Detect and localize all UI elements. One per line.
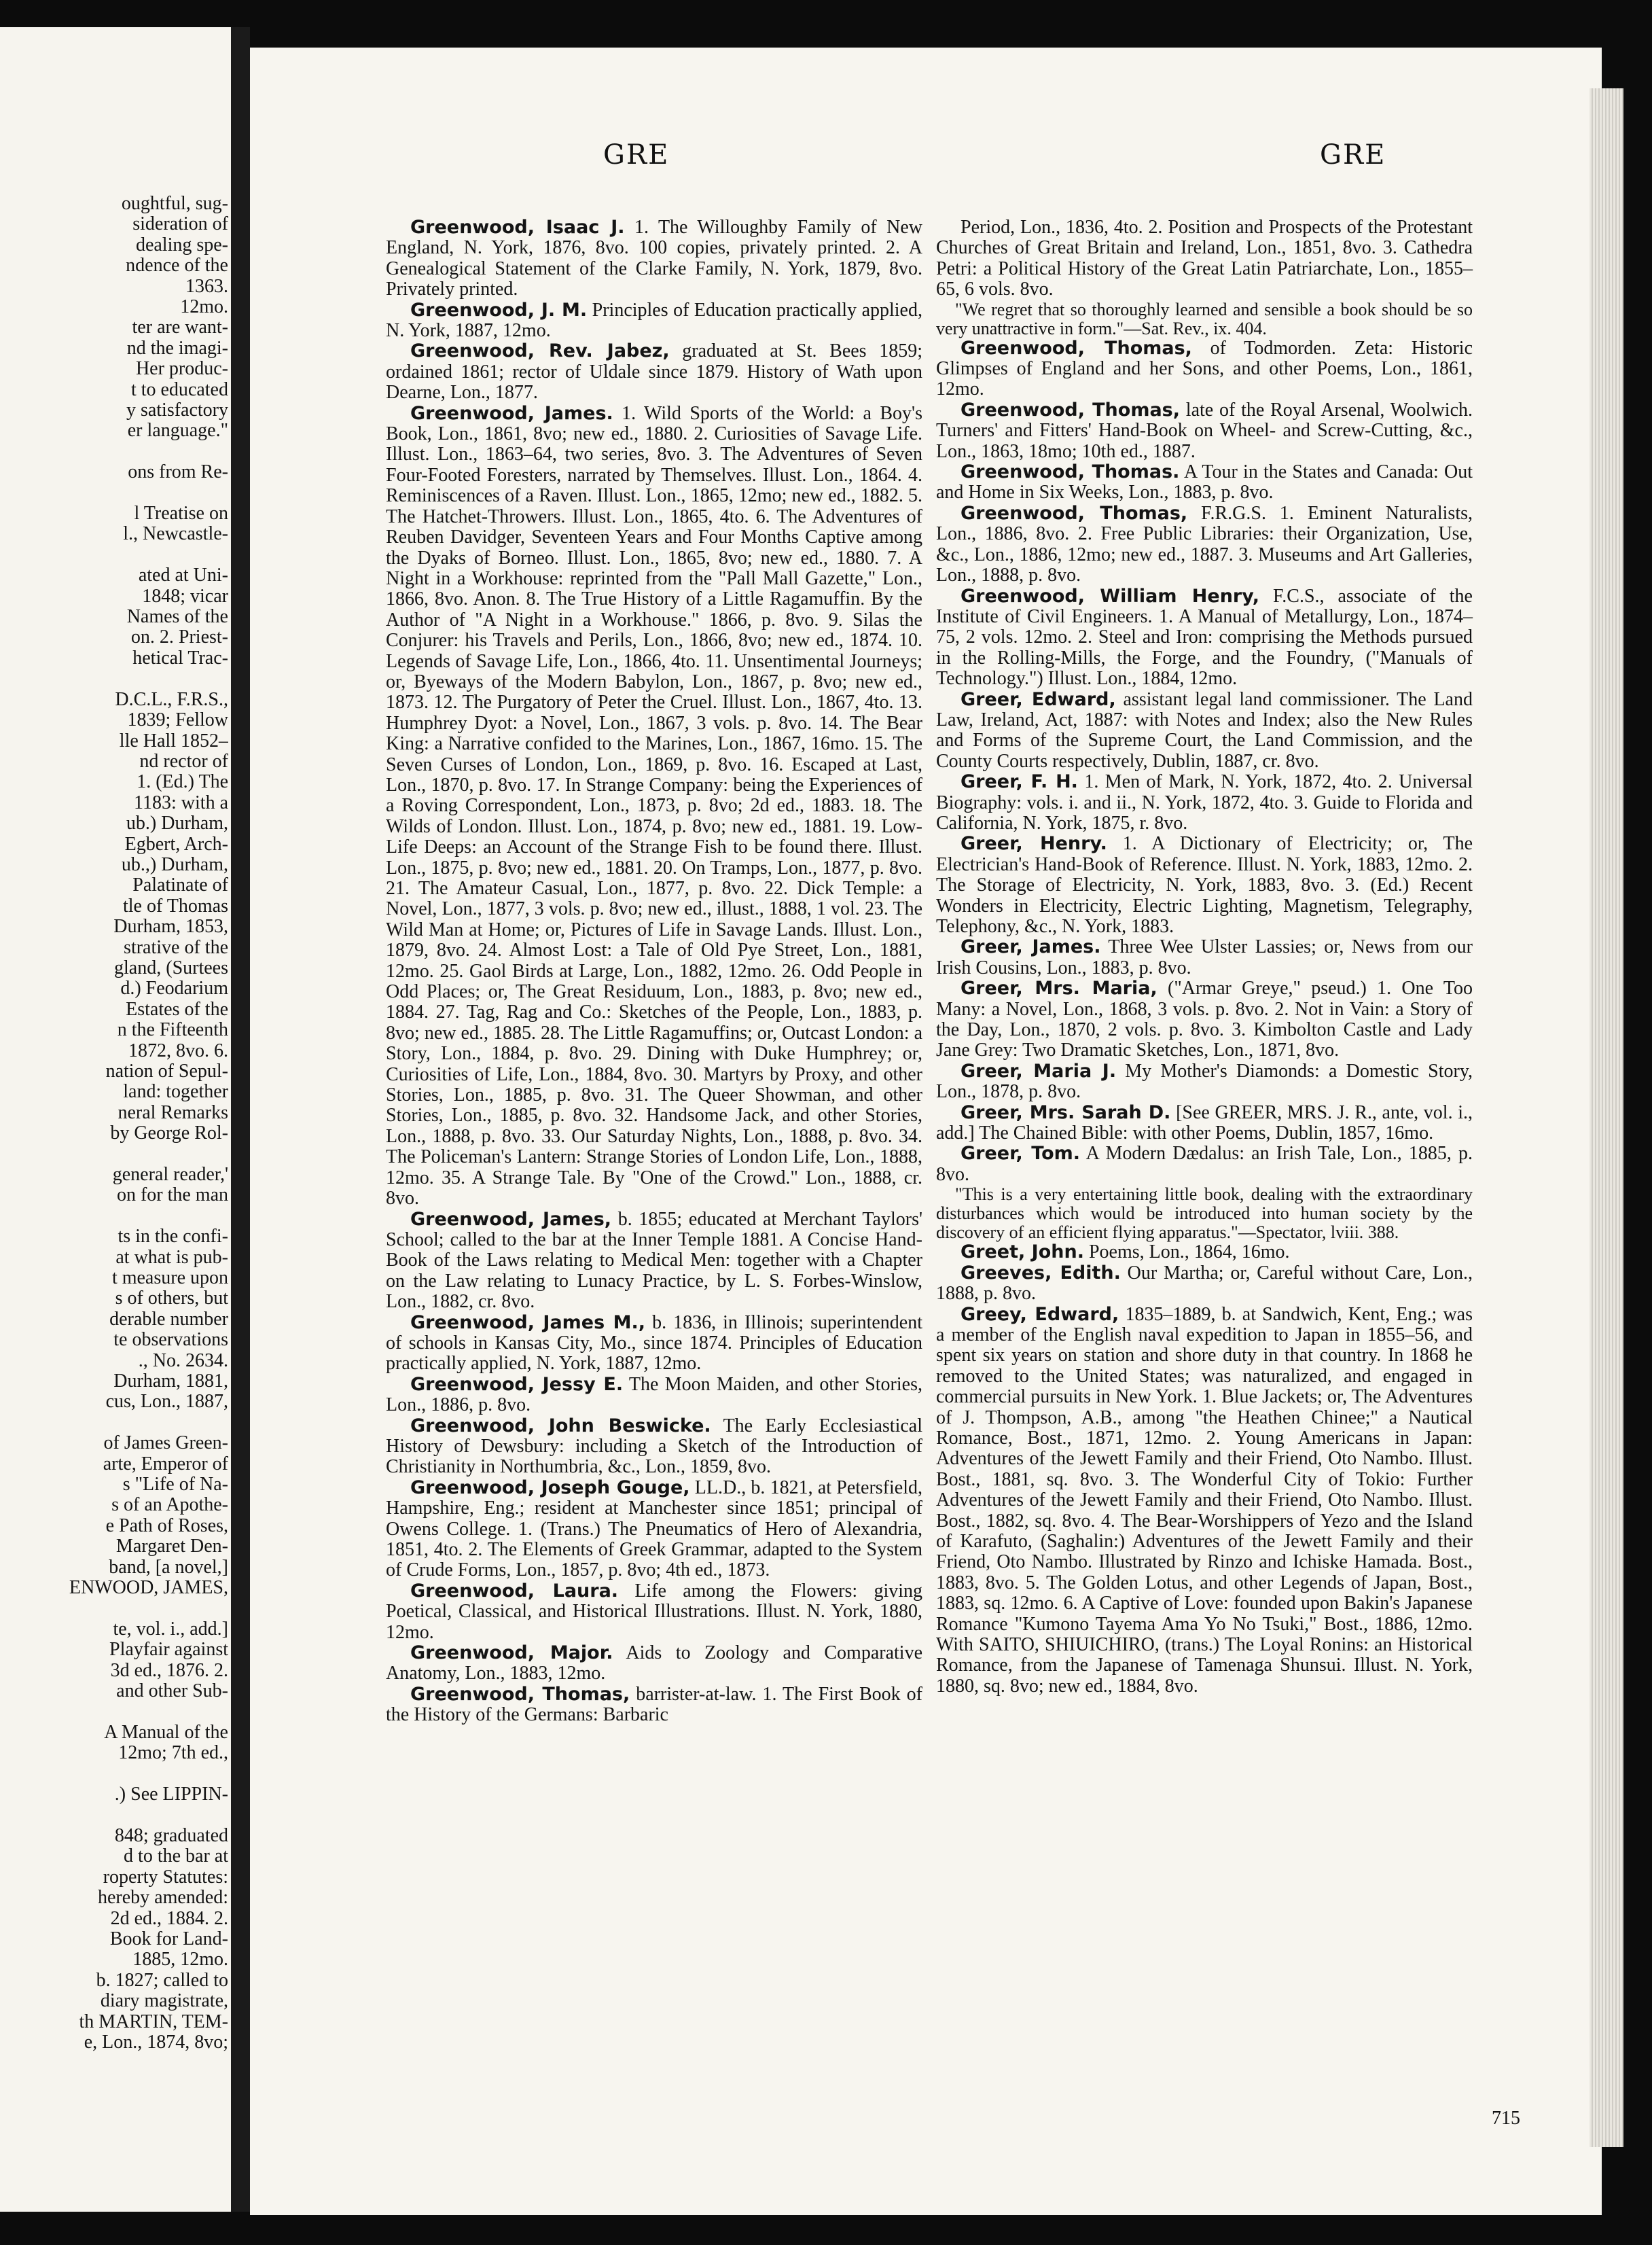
previous-page-line: on for the man (116, 1185, 228, 1206)
previous-page-line: ndence of the (126, 255, 228, 277)
previous-page-text-fragments (0, 194, 228, 2053)
bibliography-entry (936, 1242, 1473, 1262)
entry-author: Greenwood, Laura. (410, 1580, 619, 1602)
previous-page-line: Egbert, Arch- (124, 834, 228, 855)
previous-page-line: derable number (109, 1309, 228, 1330)
previous-page-line: Palatinate of (132, 875, 228, 896)
previous-page-line (0, 1144, 228, 1165)
previous-page-line: e Path of Roses, (105, 1515, 228, 1536)
previous-page-line: d to the bar at (124, 1846, 228, 1867)
left-column (386, 217, 922, 1726)
right-column (936, 217, 1473, 1697)
entry-text: of Todmorden. Zeta: Historic Glimpses of England and her Sons, and other Poems, Lon., 1861, 12mo. (936, 337, 1473, 400)
previous-page-line: oughtful, sug- (121, 194, 228, 214)
previous-page-line: hereby amended: (97, 1888, 228, 1909)
entry-text: F.R.G.S. 1. Eminent Naturalists, Lon., 1886, 8vo. 2. Free Public Libraries: their Organization, Use, &c., Lon., 1886, 12mo; new ed., 1887. 3. Museums and Art Galleries, Lon., 1888, p. 8vo. (936, 502, 1473, 586)
bibliography-entry (386, 1416, 922, 1478)
previous-page-line: ub.) Durham, (126, 813, 228, 834)
entry-text: Three Wee Ulster Lassies; or, News from our Irish Cousins, Lon., 1883, p. 8vo. (936, 936, 1473, 978)
previous-page-line: Names of the (126, 607, 228, 628)
entry-text: "This is a very entertaining little book, dealing with the extraordinary disturbances which would be introduced into human society by the discovery of an efficient flying apparatus."—Spectator, lviii. 388. (936, 1184, 1473, 1243)
bibliography-entry (386, 1478, 922, 1581)
previous-page-line: Playfair against (109, 1640, 228, 1661)
entry-text: The Early Ecclesiastical History of Dewsbury: including a Sketch of the Introduction of Christianity in Northumbria, &c., Lon., 1859, 8vo. (386, 1415, 922, 1478)
bibliography-entry (936, 978, 1473, 1061)
entry-author: Greer, F. H. (960, 771, 1078, 793)
review-quote (936, 1185, 1473, 1242)
entry-text: 1. The Willoughby Family of New England, N. York, 1876, 8vo. 100 copies, privately printed. 2. A Genealogical Statement of the Clarke Family, N. York, 1879, 8vo. Privately printed. (386, 217, 922, 300)
entry-text: 1. Men of Mark, N. York, 1872, 4to. 2. Universal Biography: vols. i. and ii., N. York, 1872, 4to. 3. Guide to Florida and California, N. York, 1875, r. 8vo. (936, 771, 1473, 834)
previous-page-line: at what is pub- (115, 1247, 228, 1268)
previous-page-line: nd rector of (139, 751, 228, 772)
previous-page-line: gland, (Surtees (114, 957, 228, 978)
entry-author: Greer, Henry. (960, 833, 1107, 855)
entry-author: Greer, Tom. (960, 1143, 1081, 1165)
previous-page-line: 1848; vicar (142, 586, 228, 607)
bibliography-entry (386, 300, 922, 342)
bibliography-entry (936, 338, 1473, 400)
entry-author: Greenwood, Thomas, (960, 502, 1188, 524)
previous-page-line: b. 1827; called to (96, 1970, 228, 1991)
page (250, 48, 1602, 2215)
previous-page-line: n the Fifteenth (117, 1020, 228, 1041)
entry-text: "We regret that so thoroughly learned and sensible a book should be so very unattractive in form."—Sat. Rev., ix. 404. (936, 299, 1473, 338)
previous-page-line: e, Lon., 1874, 8vo; (84, 2032, 228, 2053)
previous-page-line: by George Rol- (110, 1123, 228, 1144)
previous-page-line: land: together (123, 1082, 228, 1103)
entry-author: Greenwood, Thomas, (960, 337, 1192, 359)
entry-author: Greet, John. (960, 1241, 1084, 1263)
entry-author: Greenwood, John Beswicke. (410, 1415, 711, 1436)
entry-text: My Mother's Diamonds: a Domestic Story, Lon., 1878, p. 8vo. (936, 1060, 1473, 1103)
running-head-right: GRE (1320, 139, 1386, 171)
bibliography-entry (386, 1375, 922, 1416)
previous-page-line (0, 1805, 228, 1826)
previous-page-line: 1363. (185, 276, 228, 297)
previous-page-line: nation of Sepul- (105, 1061, 228, 1082)
entry-text: 1. A Dictionary of Electricity; or, The Electrician's Hand-Book of Reference. Illust. N. York, 1883, 12mo. 2. The Storage of Electricity, N. York, 1883, 8vo. 3. (Ed.) Recent Wonders in Electricity, Electric Lighting, Magnetism, Telegraphy, Telephony, &c., N. York, 1883. (936, 833, 1473, 937)
page-number: 715 (1492, 2108, 1520, 2129)
running-head-left: GRE (603, 139, 670, 171)
entry-text: [See GREER, MRS. J. R., ante, vol. i., add.] The Chained Bible: with other Poems, Dublin, 1857, 16mo. (936, 1101, 1473, 1144)
previous-page-line: Estates of the (126, 999, 228, 1020)
previous-page-line: lle Hall 1852– (119, 730, 228, 752)
bibliography-entry (386, 404, 922, 1209)
entry-text: b. 1855; educated at Merchant Taylors' School; called to the bar at the Inner Temple 1881. A Concise Hand-Book of the Laws relating to Medical Men: together with a Chapter on the Law relating to Lunacy Practice, by L. S. Forbes-Winslow, Lon., 1882, cr. 8vo. (386, 1208, 923, 1313)
bibliography-entry (936, 937, 1473, 978)
previous-page-line: ub.,) Durham, (121, 854, 228, 875)
previous-page-line: of James Green- (103, 1433, 228, 1454)
previous-page-line: Durham, 1853, (113, 917, 228, 938)
previous-page-line: Her produc- (135, 359, 228, 380)
previous-page-line (0, 483, 228, 503)
previous-page-line: strative of the (124, 937, 228, 958)
entry-text: A Tour in the States and Canada: Out and Home in Six Weeks, Lon., 1883, p. 8vo. (936, 461, 1473, 503)
previous-page-line: sideration of (132, 214, 228, 235)
previous-page-line: th MARTIN, TEM- (79, 2011, 228, 2032)
previous-page-line: .) See LIPPIN- (114, 1784, 228, 1805)
previous-page-line: Durham, 1881, (113, 1371, 228, 1392)
entry-author: Greer, Mrs. Sarah D. (960, 1101, 1171, 1123)
previous-page-line (0, 669, 228, 689)
bibliography-entry (386, 1313, 922, 1375)
previous-page-line: general reader,' (112, 1165, 228, 1186)
bibliography-entry (386, 1209, 922, 1313)
bibliography-entry (386, 341, 922, 403)
entry-author: Greer, Mrs. Maria, (960, 978, 1157, 1000)
previous-page-line: D.C.L., F.R.S., (115, 689, 228, 710)
entry-text: Our Martha; or, Careful without Care, Lon., 1888, p. 8vo. (936, 1262, 1473, 1305)
previous-page-line: tle of Thomas (122, 896, 228, 917)
previous-page-line: 3d ed., 1876. 2. (110, 1660, 228, 1681)
entry-author: Greenwood, Thomas, (410, 1683, 630, 1705)
stacked-page-edges (1590, 88, 1623, 2147)
entry-text: graduated at St. Bees 1859; ordained 1861; rector of Uldale since 1879. History of Wath upon Dearne, Lon., 1877. (386, 340, 922, 404)
previous-page-line: 1839; Fellow (127, 710, 228, 731)
previous-page-line: cus, Lon., 1887, (105, 1392, 228, 1413)
bibliography-entry (936, 1305, 1473, 1697)
previous-page-line: ated at Uni- (138, 565, 228, 586)
entry-author: Greenwood, Thomas. (960, 461, 1180, 483)
entry-author: Greenwood, Thomas, (960, 399, 1181, 421)
previous-page-line (0, 545, 228, 565)
previous-page-line: arte, Emperor of (103, 1453, 228, 1474)
entry-text: assistant legal land commissioner. The Land Law, Ireland, Act, 1887: with Notes and Index; also the New Rules and Forms of the Supreme Court, the Land Commission, and the County Courts respectively, Dublin, 1887, cr. 8vo. (936, 688, 1473, 772)
previous-page-line (0, 442, 228, 462)
bibliography-entry (936, 834, 1473, 937)
previous-page-line (0, 1413, 228, 1433)
previous-page-line: 1872, 8vo. 6. (128, 1040, 228, 1061)
entry-author: Greenwood, James. (410, 402, 613, 424)
previous-page-line: 1183: with a (134, 792, 228, 813)
previous-page-line: ter are want- (132, 317, 228, 338)
previous-page-line: te observations (113, 1330, 228, 1351)
entry-author: Greenwood, James M., (410, 1311, 646, 1333)
entry-text: Life among the Flowers: giving Poetical, Classical, and Historical Illustrations. Illust. N. York, 1880, 12mo. (386, 1580, 922, 1643)
entry-text: late of the Royal Arsenal, Woolwich. Turners' and Fitters' Hand-Book on Wheel- and Screw-Cutting, &c., Lon., 1863, 18mo; 10th ed., 1887. (936, 399, 1473, 462)
previous-page-line: A Manual of the (104, 1722, 228, 1743)
entry-text: A Modern Dædalus: an Irish Tale, Lon., 1885, p. 8vo. (936, 1143, 1473, 1185)
previous-page-line: roperty Statutes: (103, 1867, 228, 1888)
previous-page-line: ts in the confi- (118, 1226, 228, 1248)
previous-page-line: neral Remarks (118, 1102, 228, 1123)
bibliography-entry (936, 1144, 1473, 1185)
previous-page-line (0, 1764, 228, 1784)
entry-text: ("Armar Greye," pseud.) 1. One Too Many: a Novel, Lon., 1868, 3 vols. p. 8vo. 2. Not in Vain: a Story of the Day, Lon., 1870, 2 vols. p. 8vo. 3. Kimbolton Castle and Lady Jane Grey: Two Dramatic Sketches, Lon., 1871, 8vo. (936, 978, 1473, 1061)
previous-page-line: ., No. 2634. (138, 1350, 228, 1371)
entry-text: Poems, Lon., 1864, 16mo. (1083, 1241, 1290, 1263)
previous-page-line (0, 1702, 228, 1722)
bibliography-entry (936, 1061, 1473, 1103)
book-gutter (235, 27, 250, 2212)
entry-author: Greenwood, J. M. (410, 299, 588, 321)
previous-page-line: Margaret Den- (115, 1536, 228, 1557)
entry-text: The Moon Maiden, and other Stories, Lon., 1886, p. 8vo. (386, 1373, 922, 1416)
previous-page-line: on. 2. Priest- (130, 627, 228, 648)
previous-page-line: diary magistrate, (100, 1991, 228, 2012)
bibliography-entry (936, 772, 1473, 834)
bibliography-entry (936, 462, 1473, 503)
entry-author: Greer, James. (960, 936, 1101, 958)
previous-page-line: dealing spe- (135, 234, 228, 255)
bibliography-entry (936, 503, 1473, 586)
bibliography-entry (936, 1103, 1473, 1144)
previous-page-line: 12mo. (180, 297, 228, 318)
entry-author: Greer, Edward, (960, 688, 1116, 710)
entry-text: 1835–1889, b. at Sandwich, Kent, Eng.; was a member of the English naval expedition to Japan in 1855–56, and spent six years on station and shore duty in that country. In 1868 he removed to the United States; was naturalized, and engaged in commercial pursuits in New York. 1. Blue Jackets; or, The Adventures of J. Thompson, A.B., among "the Heathen Chinee;" a Nautical Romance, Bost., 1871, 12mo. 2. Young Americans in Japan: Adventures of the Jewett Family and their Friend, Oto Nambo. Illust. Bost., 1881, sq. 8vo. 3. The Wonderful City of Tokio: Further Adventures of the Jewett Family and their Friend, Oto Nambo. Illust. Bost., 1882, sq. 8vo. 4. The Bear-Worshippers of Yezo and the Island of Karafuto, (Saghalin:) Adventures of the Jewett Family and their Friend, Oto Nambo. Illustrated by Rinzo and Ichiske Hamada. Bost., 1883, 8vo. 5. The Golden Lotus, and other Legends of Japan, Bost., 1883, sq. 12mo. 6. A Captive of Love: founded upon Bakin's Japanese Romance "Kumono Tayema Ama Yo No Tsuki," Bost., 1886, 12mo. With SAITO, SHIUICHIRO, (trans.) The Loyal Ronins: an Historical Romance, from the Japanese of Tamenaga Shunsui. Illust. N. York, 1880, sq. 8vo; new ed., 1884, 8vo. (936, 1303, 1473, 1697)
previous-page-line: hetical Trac- (132, 648, 228, 669)
entry-author: Greenwood, Major. (410, 1642, 613, 1664)
previous-page-line: t to educated (130, 379, 228, 400)
bibliography-entry (386, 1581, 922, 1643)
previous-page-line: 1. (Ed.) The (137, 772, 228, 793)
entry-author: Greer, Maria J. (960, 1060, 1117, 1082)
previous-page-line: Book for Land- (109, 1928, 228, 1949)
previous-page-line: ENWOOD, JAMES, (69, 1578, 228, 1599)
previous-page-line: 2d ed., 1884. 2. (110, 1908, 228, 1929)
entry-text: LL.D., b. 1821, at Petersfield, Hampshire, Eng.; resident at Manchester since 1851; principal of Owens College. 1. (Trans.) The Pneumatics of Hero of Alexandria, 1851, 4to. 2. The Elements of Greek Grammar, adapted to the System of Crude Forms, Lon., 1857, p. 8vo; 4th ed., 1873. (386, 1477, 923, 1581)
bibliography-entry (936, 690, 1473, 773)
entry-author: Greenwood, Rev. Jabez, (410, 340, 670, 362)
entry-text: Principles of Education practically applied, N. York, 1887, 12mo. (386, 299, 922, 342)
entry-author: Greenwood, Jessy E. (410, 1373, 624, 1395)
previous-page-line: l Treatise on (134, 503, 228, 525)
previous-page-line: t measure upon (111, 1268, 228, 1289)
entry-text: barrister-at-law. 1. The First Book of the History of the Germans: Barbaric (386, 1683, 922, 1726)
previous-page-line: band, [a novel,] (109, 1557, 228, 1578)
previous-page-line: 1885, 12mo. (132, 1949, 228, 1970)
entry-author: Greeves, Edith. (960, 1262, 1121, 1284)
entry-text: b. 1836, in Illinois; superintendent of schools in Kansas City, Mo., since 1874. Principles of Education practically applied, N. York, 1887, 12mo. (386, 1311, 922, 1375)
bibliography-entry (386, 1684, 922, 1726)
previous-page-line (0, 1599, 228, 1619)
previous-page-line: er language." (127, 421, 228, 442)
previous-page-line: s of others, but (115, 1288, 228, 1309)
bibliography-entry (936, 1263, 1473, 1305)
entry-text: Aids to Zoology and Comparative Anatomy, Lon., 1883, 12mo. (386, 1642, 923, 1684)
entry-author: Greenwood, Joseph Gouge, (410, 1477, 690, 1498)
previous-page-line: nd the imagi- (126, 338, 228, 359)
bibliography-entry (386, 1643, 922, 1684)
entry-text: Period, Lon., 1836, 4to. 2. Position and Prospects of the Protestant Churches of Great Britain and Ireland, Lon., 1851, 8vo. 3. Cathedra Petri: a Political History of the Great Latin Patriarchate, Lon., 1855–65, 6 vols. 8vo. (936, 217, 1473, 300)
bibliography-entry (936, 586, 1473, 690)
previous-page-line: l., Newcastle- (123, 524, 228, 545)
entry-author: Greenwood, William Henry, (960, 585, 1260, 607)
previous-page-edge (0, 27, 235, 2212)
previous-page-line: te, vol. i., add.] (113, 1619, 228, 1640)
previous-page-line: ons from Re- (128, 462, 228, 483)
previous-page-line: d.) Feodarium (120, 978, 228, 1000)
previous-page-line: y satisfactory (126, 400, 228, 421)
bibliography-entry (936, 400, 1473, 462)
entry-text: 1. Wild Sports of the World: a Boy's Book, Lon., 1861, 8vo; new ed., 1880. 2. Curiosities of Savage Life. Illust. Lon., 1863–64, two series, 8vo. 3. The Adventures of Seven Four-Footed Foresters, narrated by Themselves. Illust. Lon., 1864. 4. Reminiscences of a Raven. Illust. Lon., 1865, 12mo; new ed., 1882. 5. The Hatchet-Throwers. Illust. Lon., 1865, 4to. 6. The Adventures of Reuben Davidger, Seventeen Years and Four Months Captive among the Dyaks of Borneo. Illust. Lon., 1865, 8vo; new ed., 1880. 7. A Night in a Workhouse: reprinted from the "Pall Mall Gazette," Lon., 1866, 8vo. Anon. 8. The True History of a Little Ragamuffin. By the Author of "A Night in a Workhouse." 1866, p. 8vo. 9. Silas the Conjurer: his Travels and Perils, Lon., 1866, 8vo; new ed., 1874. 10. Legends of Savage Life, Lon., 1866, 4to. 11. Unsentimental Journeys; or, Byeways of the Modern Babylon, Lon., 1867, p. 8vo; new ed., 1873. 12. The Purgatory of Peter the Cruel. Illust. Lon., 1867, 4to. 13. Humphrey Dyot: a Novel, Lon., 1867, 3 vols. p. 8vo. 14. The Bear King: a Narrative confided to the Marines, Lon., 1867, 16mo. 15. The Seven Curses of London, Lon., 1869, p. 8vo. 16. Escaped at Last, Lon., 1870, p. 8vo. 17. In Strange Company: being the Experiences of a Roving Correspondent, Lon., 1873, p. 8vo; 2d ed., 1883. 18. The Wilds of London. Illust. Lon., 1874, p. 8vo; new ed., 1881. 19. Low-Life Deeps: an Account of the Strange Fish to be found there. Illust. Lon., 1875, p. 8vo; new ed., 1881. 20. On Tramps, Lon., 1877, p. 8vo. 21. The Amateur Casual, Lon., 1877, p. 8vo. 22. Dick Temple: a Novel, Lon., 1877, 3 vols. p. 8vo; new ed., illust., 1888, 1 vol. 23. The Wild Man at Home; or, Pictures of Life in Savage Lands. Illust. Lon., 1879, 8vo. 24. Almost Lost: a Tale of Old Pye Street, Lon., 1881, 12mo. 25. Gaol Birds at Large, Lon., 1882, 12mo. 26. Odd People in Odd Places; or, The Great Residuum, Lon., 1883, p. 8vo; new ed., 1884. 27. Tag, Rag and Co.: Sketches of the People, Lon., 1883, p. 8vo; new ed., 1885. 28. The Little Ragamuffins; or, Outcast London: a Story, Lon., 1884, p. 8vo. 29. Dining with Duke Humphrey; or, Curiosities of Life, Lon., 1884, 8vo. 30. Martyrs by Proxy, and other Stories, Lon., 1885, p. 8vo. 31. The Queer Showman, and other Stories, Lon., 1885, p. 8vo. 32. Handsome Jack, and other Stories, Lon., 1888, p. 8vo. 33. Our Saturday Nights, Lon., 1888, p. 8vo. 34. The Policeman's Lantern: Strange Stories of London Life, Lon., 1888, 12mo. 35. A Strange Tale. By "One of the Crowd." Lon., 1888, cr. 8vo. (386, 402, 922, 1209)
review-quote (936, 300, 1473, 338)
entry-author: Greenwood, James, (410, 1208, 612, 1230)
previous-page-line: 12mo; 7th ed., (118, 1743, 228, 1764)
previous-page-line (0, 1206, 228, 1226)
previous-page-line: s of an Apothe- (111, 1495, 228, 1516)
previous-page-line: and other Sub- (116, 1681, 228, 1702)
entry-author: Greenwood, Isaac J. (410, 217, 625, 238)
bibliography-entry (386, 217, 922, 300)
entry-text: F.C.S., associate of the Institute of Civil Engineers. 1. A Manual of Metallurgy, Lon., 1874–75, 2 vols. 12mo. 2. Steel and Iron: comprising the Methods pursued in the Rolling-Mills, the Forge, and the Foundry, ("Manuals of Technology.") Illust. Lon., 1884, 12mo. (936, 585, 1473, 690)
previous-page-line: s "Life of Na- (122, 1474, 228, 1496)
entry-author: Greey, Edward, (960, 1303, 1119, 1325)
bibliography-entry (936, 217, 1473, 300)
previous-page-line: 848; graduated (114, 1825, 228, 1846)
